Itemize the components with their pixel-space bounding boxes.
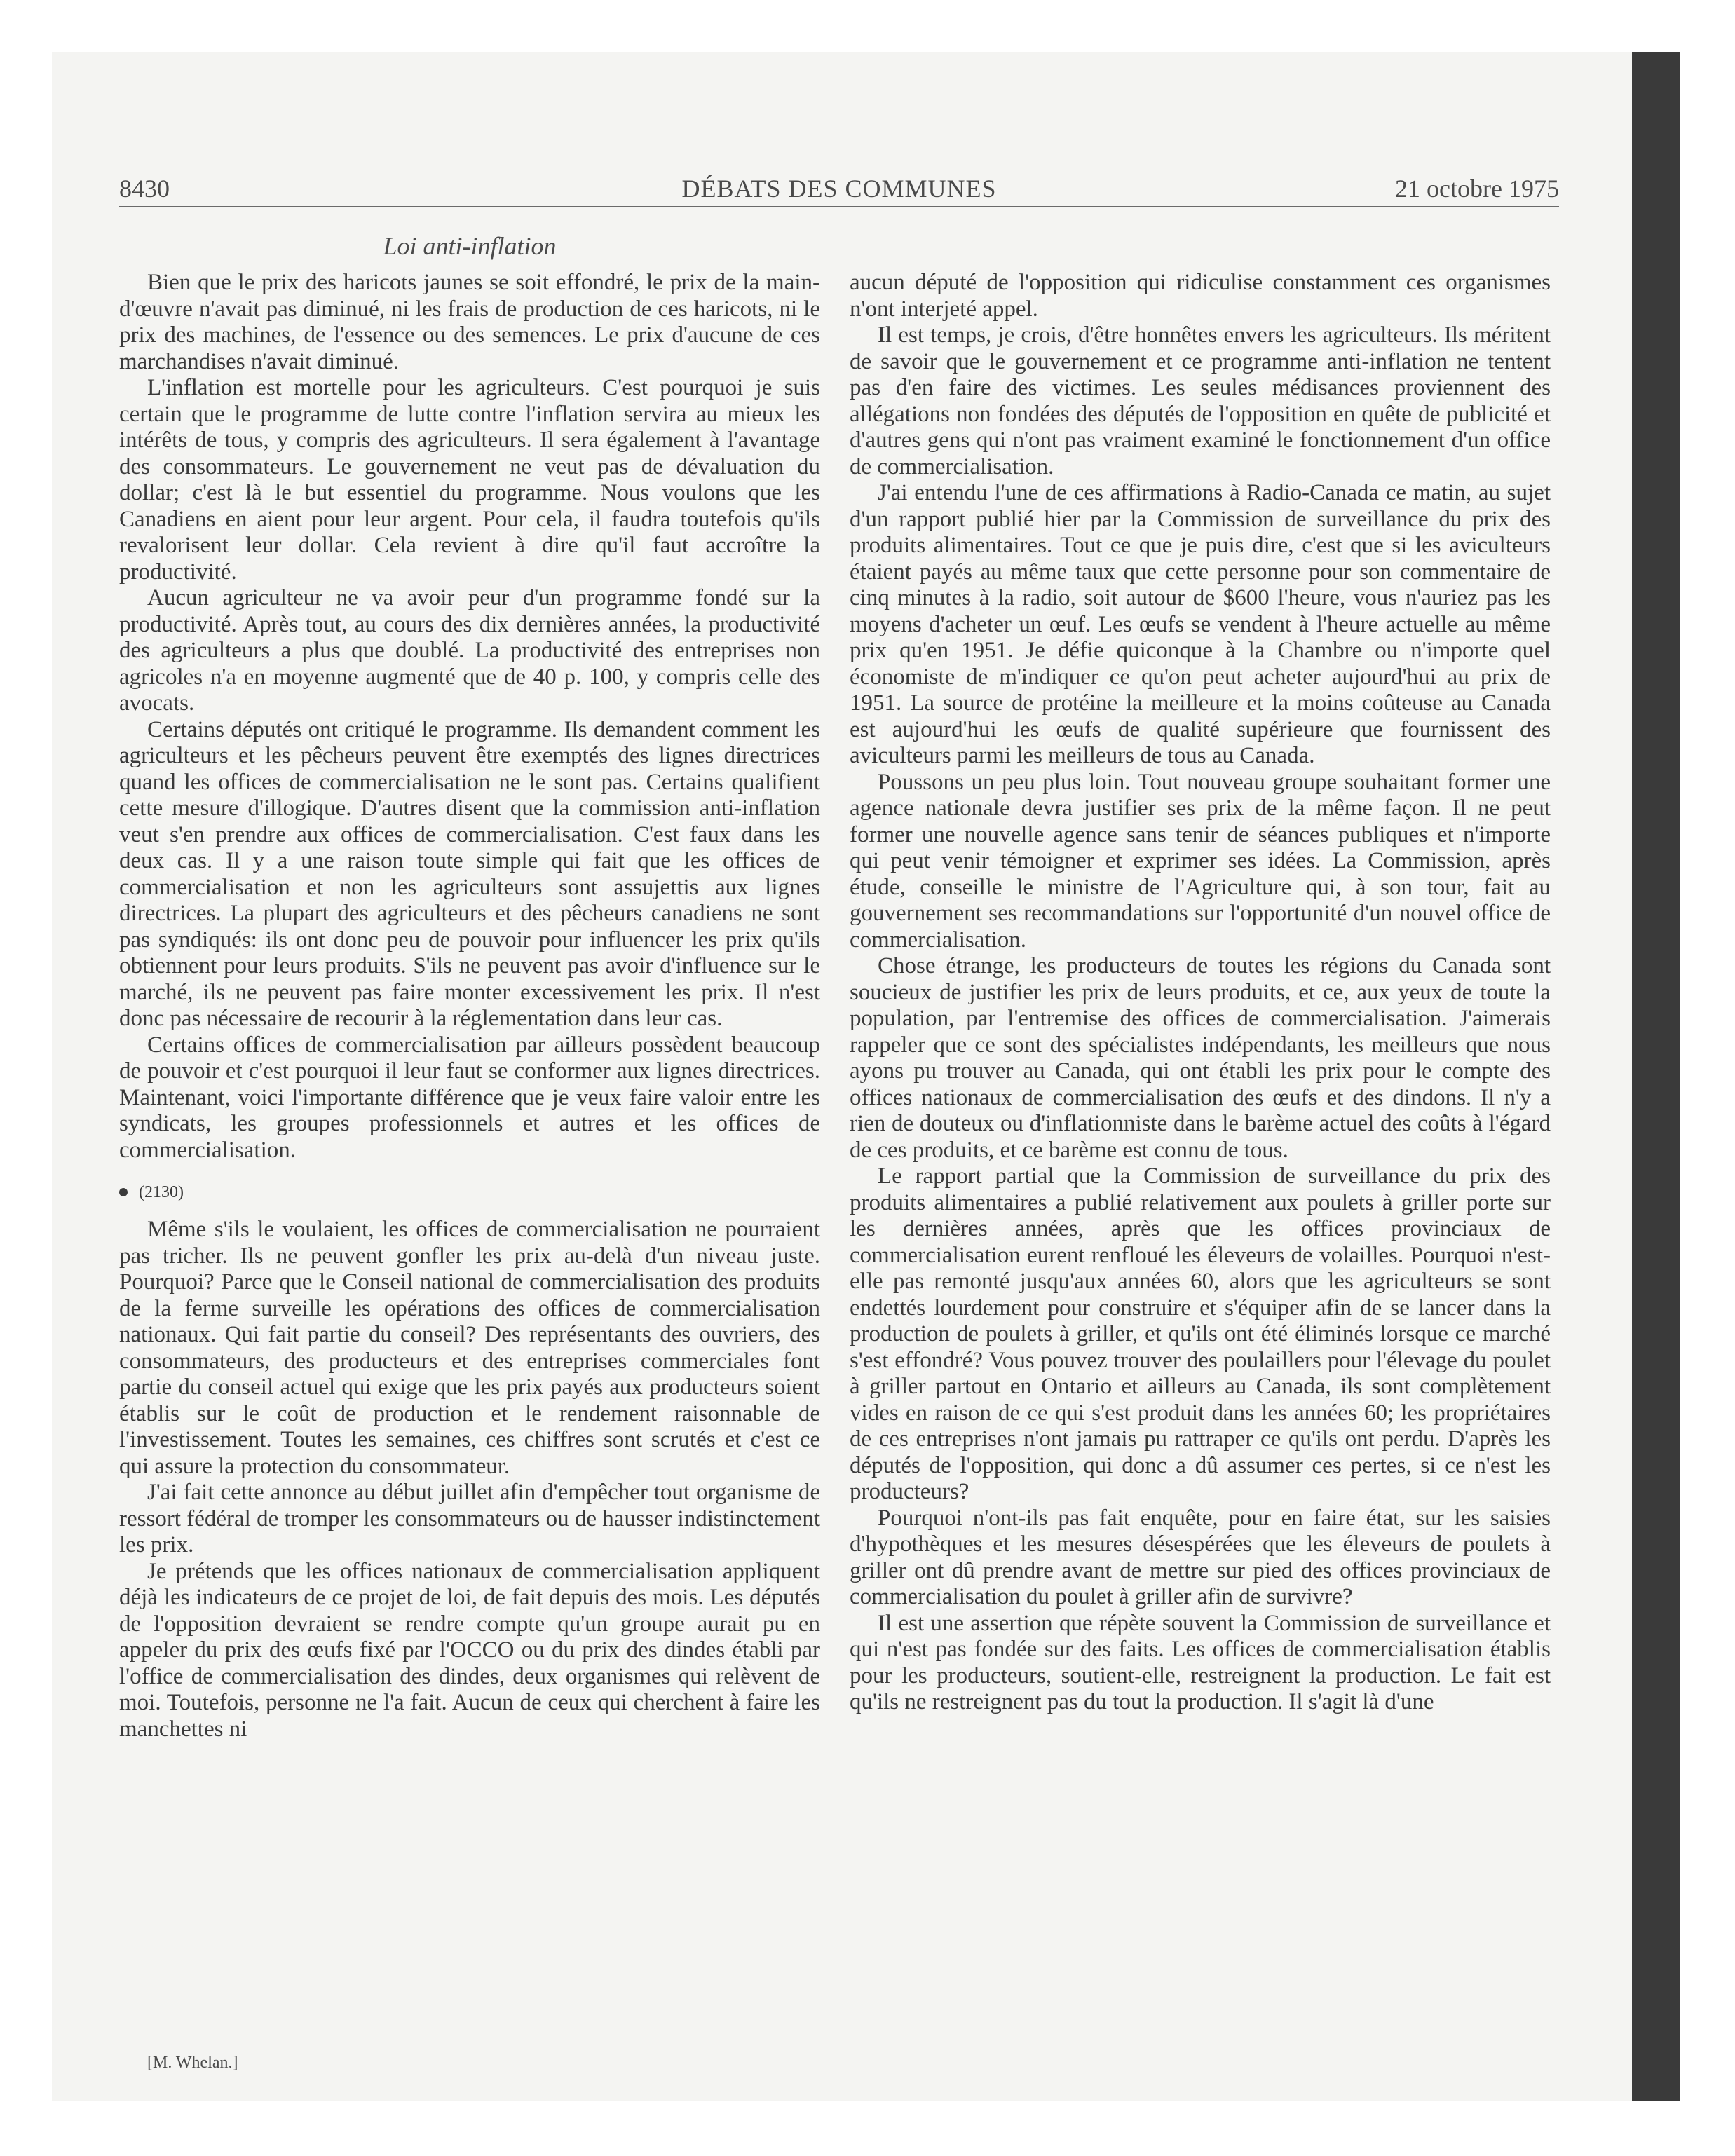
page-date: 21 octobre 1975 — [1395, 175, 1559, 203]
paragraph: J'ai fait cette annonce au début juillet afin d'empêcher tout organisme de ressort fédéral de tromper les consommateurs ou de hausser indistinctement les prix. — [119, 1480, 820, 1557]
paragraph: Même s'ils le voulaient, les offices de commercialisation ne pourraient pas tricher. Ils ne peuvent gonfler les prix au-delà d'un niveau juste. Pourquoi? Parce que le Conseil national de commercialisation des produits de la ferme surveille les opérations des offices de commercialisation nationaux. Qui fait partie du conseil? Des représentants des ouvriers, des consommateurs, des producteurs et des entreprises commerciales font partie du conseil actuel qui exige que les prix payés aux producteurs soient établis sur le coût de production et le rendement raisonnable de l'investissement. Toutes les semaines, ces chiffres sont scrutés et c'est ce qui assure la protection du consommateur. — [119, 1217, 820, 1479]
page-header — [119, 174, 1559, 207]
section-subheading: Loi anti-inflation — [383, 232, 557, 260]
left-column — [119, 270, 820, 1742]
paragraph: Il est une assertion que répète souvent la Commission de surveillance et qui n'est pas fondée sur des faits. Les offices de commercialisation établis pour les producteurs, soutient-elle, restreignent la production. Le fait est qu'ils ne restreignent pas du tout la production. Il s'agit là d'une — [850, 1610, 1551, 1714]
paragraph: Bien que le prix des haricots jaunes se soit effondré, le prix de la main-d'œuvre n'avait pas diminué, ni les frais de production de ces haricots, ni le prix des machines, de l'essence ou des semences. Le prix d'aucune de ces marchandises n'avait diminué. — [119, 270, 820, 374]
paragraph: Certains offices de commercialisation par ailleurs possèdent beaucoup de pouvoir et c'est pourquoi il leur faut se conformer aux lignes directrices. Maintenant, voici l'importante différence que je veux faire valoir entre les syndicats, les groupes professionnels et autres et les offices de commercialisation. — [119, 1032, 820, 1163]
paragraph: J'ai entendu l'une de ces affirmations à Radio-Canada ce matin, au sujet d'un rapport publié hier par la Commission de surveillance du prix des produits alimentaires. Tout ce que je puis dire, c'est que si les aviculteurs étaient payés au même taux que cette personne pour son commentaire de cinq minutes à la radio, soit autour de $600 l'heure, vous n'auriez pas les moyens d'acheter un œuf. Les œufs se vendent à l'heure actuelle au même prix qu'en 1951. Je défie quiconque à la Chambre ou n'importe quel économiste de m'indiquer ce qu'on peut acheter aujourd'hui au prix de 1951. La source de protéine la meilleure et la moins coûteuse au Canada est aujourd'hui les œufs de qualité supérieure que fournissent des aviculteurs parmi les meilleurs de tous au Canada. — [850, 480, 1551, 768]
paragraph: Il est temps, je crois, d'être honnêtes envers les agriculteurs. Ils méritent de savoir que le gouvernement et ce programme anti-inflation ne tentent pas d'en faire des victimes. Les seules médisances proviennent des allégations non fondées des députés de l'opposition en quête de publicité et d'autres gens qui n'ont pas vraiment examiné le fonctionnement d'un office de commercialisation. — [850, 322, 1551, 479]
paragraph-continuation: aucun député de l'opposition qui ridiculise constamment ces organismes n'ont interjeté appel. — [850, 270, 1551, 322]
paragraph: Certains députés ont critiqué le programme. Ils demandent comment les agriculteurs et les pêcheurs peuvent être exemptés des lignes directrices quand les offices de commercialisation ne le sont pas. Certains qualifient cette mesure d'illogique. D'autres disent que la commission anti-inflation veut s'en prendre aux offices de commercialisation. C'est faux dans les deux cas. Il y a une raison toute simple qui fait que les offices de commercialisation et non les agriculteurs sont assujettis aux lignes directrices. La plupart des agriculteurs et des pêcheurs canadiens ne sont pas syndiqués: ils ont donc peu de pouvoir pour influencer les prix qu'ils obtiennent pour leurs produits. S'ils ne peuvent pas avoir d'influence sur le marché, ils ne peuvent pas faire monter excessivement les prix. Il n'est donc pas nécessaire de recourir à la réglementation dans leur cas. — [119, 716, 820, 1031]
paragraph: Pourquoi n'ont-ils pas fait enquête, pour en faire état, sur les saisies d'hypothèques et les mesures désespérées que les éleveurs de poulets à griller ont dû prendre avant de mettre sur pied des offices provinciaux de commercialisation du poulet à griller afin de survivre? — [850, 1505, 1551, 1609]
paragraph: Chose étrange, les producteurs de toutes les régions du Canada sont soucieux de justifier les prix de leurs produits, et ce, aux yeux de toute la population, par l'entremise des offices de commercialisation. J'aimerais rappeler que ce sont des spécialistes indépendants, les meilleurs que nous ayons pu trouver au Canada, qui ont établi les prix pour le compte des offices nationaux de commercialisation des œufs et des dindons. Il n'y a rien de douteux ou d'inflationniste dans le barème actuel des coûts à l'égard de ces produits, et ce barème est connu de tous. — [850, 953, 1551, 1163]
paragraph: Le rapport partial que la Commission de surveillance du prix des produits alimentaires a publié relativement aux poulets à griller porte sur les dernières années, après que les offices provinciaux de commercialisation eurent renfloué les éleveurs de volailles. Pourquoi n'est-elle pas remonté jusqu'aux années 60, alors que les agriculteurs se sont endettés lourdement pour construire et s'équiper afin de se lancer dans la production de poulets à griller, et qu'ils ont été éliminés lorsque ce marché s'est effondré? Vous pouvez trouver des poulaillers pour l'élevage du poulet à griller partout en Ontario et ailleurs au Canada, ils sont complètement vides en raison de ce qui s'est produit dans les années 60; les propriétaires de ces entreprises n'ont jamais pu rattraper ce qu'ils ont perdu. D'après les députés de l'opposition, qui donc a dû assumer ces pertes, si ce n'est les producteurs? — [850, 1164, 1551, 1504]
paragraph: Je prétends que les offices nationaux de commercialisation appliquent déjà les indicateurs de ce projet de loi, de fait depuis des mois. Les députés de l'opposition devraient se rendre compte qu'un groupe aurait pu en appeler du prix des œufs fixé par l'OCCO ou du prix des dindes établi par l'office de commercialisation des dindes, deux organismes qui relèvent de moi. Toutefois, personne ne l'a fait. Aucun de ceux qui cherchent à faire les manchettes ni — [119, 1558, 820, 1742]
right-column — [850, 270, 1551, 1716]
paragraph: Aucun agriculteur ne va avoir peur d'un programme fondé sur la productivité. Après tout, au cours des dix dernières années, la productivité des agriculteurs a plus que doublé. La productivité des entreprises non agricoles n'a en moyenne augmenté que de 40 p. 100, y compris celle des avocats. — [119, 585, 820, 716]
publication-title: DÉBATS DES COMMUNES — [681, 175, 997, 203]
speaker-attribution: [M. Whelan.] — [147, 2054, 238, 2072]
time-marker — [119, 1182, 820, 1203]
time-marker-label: (2130) — [139, 1183, 184, 1201]
bullet-icon — [119, 1188, 128, 1196]
page-number: 8430 — [119, 175, 170, 203]
paragraph: Poussons un peu plus loin. Tout nouveau groupe souhaitant former une agence nationale devra justifier ses prix de la même façon. Il ne peut former une nouvelle agence sans tenir de séances publiques et n'importe qui peut venir témoigner et exprimer ses idées. La Commission, après étude, conseille le ministre de l'Agriculture qui, à son tour, fait au gouvernement ses recommandations sur l'opportunité d'un nouvel office de commercialisation. — [850, 769, 1551, 953]
scan-edge-shadow — [1632, 52, 1680, 2101]
paragraph: L'inflation est mortelle pour les agriculteurs. C'est pourquoi je suis certain que le programme de lutte contre l'inflation servira au mieux les intérêts de tous, y compris des agriculteurs. Il sera également à l'avantage des consommateurs. Le gouvernement ne veut pas de dévaluation du dollar; c'est là le but essentiel du programme. Nous voulons que les Canadiens en aient pour leur argent. Pour cela, il faudra toutefois qu'ils revalorisent leur dollar. Cela revient à dire qu'il faut accroître la productivité. — [119, 375, 820, 585]
